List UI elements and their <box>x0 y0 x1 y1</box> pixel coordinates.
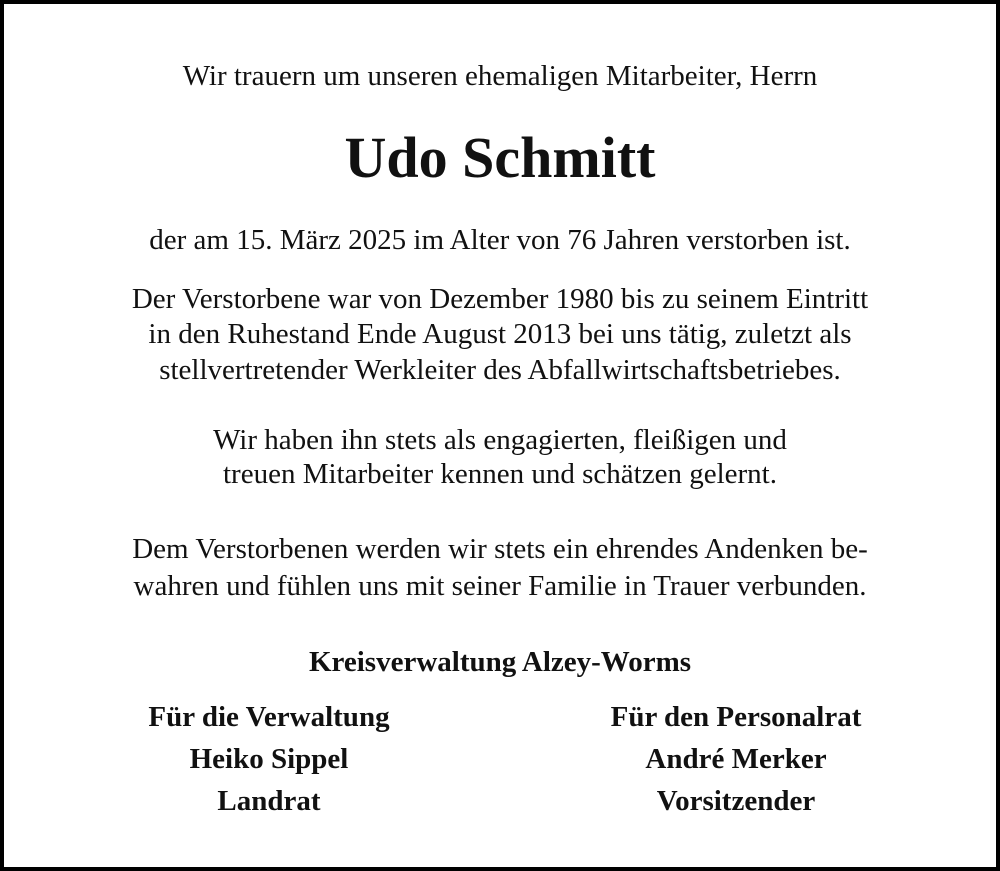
organization-name: Kreisverwaltung Alzey-Worms <box>308 646 692 678</box>
death-line: der am 15. März 2025 im Alter von 76 Jahren verstorben ist. <box>149 224 851 256</box>
signatory-for: Für die Verwaltung <box>148 701 390 733</box>
signatory-name: André Merker <box>645 743 827 775</box>
signatory-for: Für den Personalrat <box>610 701 862 733</box>
tribute-line: Wir haben ihn stets als engagierten, fleißigen und <box>213 424 787 456</box>
career-line: in den Ruhestand Ende August 2013 bei uns tätig, zuletzt als <box>148 318 852 350</box>
signatory-name: Heiko Sippel <box>189 743 349 775</box>
signatory-role: Landrat <box>217 785 321 817</box>
tribute-line: treuen Mitarbeiter kennen und schätzen gelernt. <box>223 458 777 490</box>
career-line: stellvertretender Werkleiter des Abfallwirtschaftsbetriebes. <box>159 354 841 386</box>
closing-line: Dem Verstorbenen werden wir stets ein ehrendes Andenken be- <box>132 533 868 565</box>
signatory-staff-council <box>516 696 956 822</box>
signatory-role: Vorsitzender <box>656 785 816 817</box>
signatory-administration <box>49 696 489 822</box>
intro-line: Wir trauern um unseren ehemaligen Mitarbeiter, Herrn <box>182 60 818 92</box>
closing-line: wahren und fühlen uns mit seiner Familie in Trauer verbunden. <box>133 570 867 602</box>
deceased-name: Udo Schmitt <box>344 125 656 190</box>
career-line: Der Verstorbene war von Dezember 1980 bis zu seinem Eintritt <box>131 283 869 315</box>
